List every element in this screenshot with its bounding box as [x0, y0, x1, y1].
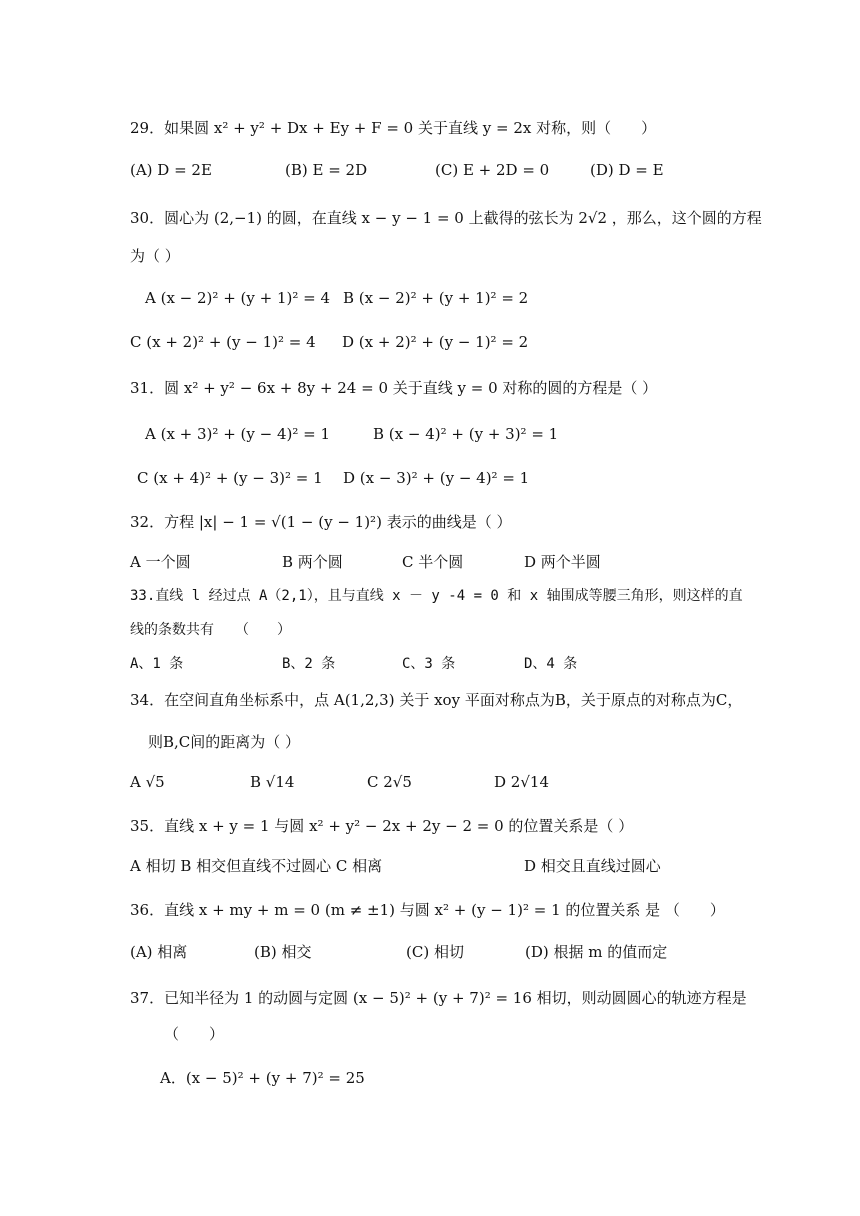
q30-option-b: B (x − 2)² + (y + 1)² = 2: [343, 289, 529, 307]
q34-option-c: C 2√5: [367, 773, 412, 791]
q34-option-b: B √14: [250, 773, 295, 791]
q34-option-d: D 2√14: [494, 773, 549, 791]
q35-option-abc: A 相切 B 相交但直线不过圆心 C 相离: [130, 857, 383, 875]
q32-option-d: D 两个半圆: [524, 553, 601, 571]
q36-option-b: (B) 相交: [254, 943, 312, 961]
q32-option-b: B 两个圆: [282, 553, 343, 571]
q33-stem-line2: 线的条数共有 （ ）: [130, 622, 291, 638]
q34-option-a: A √5: [130, 773, 165, 791]
q33-option-c: C、3 条: [402, 656, 456, 672]
q33-options: [130, 654, 730, 674]
q29-option-d: (D) D = E: [590, 161, 664, 179]
q30-option-c: C (x + 2)² + (y − 1)² = 4: [130, 333, 316, 351]
q36-option-d: (D) 根据 m 的值而定: [525, 943, 668, 961]
q30-stem-line2: 为（ ）: [130, 247, 180, 265]
q33-option-a: A、1 条: [130, 656, 184, 672]
q30-stem-line1: 30．圆心为 (2,−1) 的圆，在直线 x − y − 1 = 0 上截得的弦长为 2√2 ，那么，这个圆的方程: [130, 209, 762, 227]
q31-stem: 31．圆 x² + y² − 6x + 8y + 24 = 0 关于直线 y = 0 对称的圆的方程是（ ）: [130, 379, 658, 397]
q34-stem-line2: 则B,C间的距离为（ ）: [148, 733, 301, 751]
q36-option-a: (A) 相离: [130, 943, 188, 961]
q31-option-a: A (x + 3)² + (y − 4)² = 1: [145, 425, 331, 443]
q30-options-row2: [130, 332, 630, 352]
q33-stem-line1: 33.直线 l 经过点 A（2,1），且与直线 x － y -4 = 0 和 x 轴围成等腰三角形，则这样的直: [130, 588, 743, 604]
q31-options-row1: [145, 424, 645, 444]
q29-option-a: (A) D = 2E: [130, 161, 212, 179]
q36-stem: 36．直线 x + my + m = 0 (m ≠ ±1) 与圆 x² + (y − 1)² = 1 的位置关系 是 （ ）: [130, 901, 725, 919]
q31-option-c: C (x + 4)² + (y − 3)² = 1: [137, 469, 323, 487]
q32-options: [130, 552, 730, 572]
q29-stem: 29．如果圆 x² + y² + Dx + Ey + F = 0 关于直线 y = 2x 对称，则（ ）: [130, 119, 657, 137]
q29-option-c: (C) E + 2D = 0: [435, 161, 550, 179]
q30-option-a: A (x − 2)² + (y + 1)² = 4: [145, 289, 331, 307]
q34-options: [130, 772, 730, 792]
q37-option-a: A．(x − 5)² + (y + 7)² = 25: [160, 1069, 365, 1087]
q35-stem: 35．直线 x + y = 1 与圆 x² + y² − 2x + 2y − 2 = 0 的位置关系是（ ）: [130, 817, 634, 835]
q33-option-d: D、4 条: [524, 656, 578, 672]
q34-stem-line1: 34．在空间直角坐标系中，点 A(1,2,3) 关于 xoy 平面对称点为B，关于原点的对称点为C，: [130, 691, 743, 709]
q31-option-b: B (x − 4)² + (y + 3)² = 1: [373, 425, 559, 443]
q35-options: [130, 856, 730, 876]
q31-options-row2: [137, 468, 637, 488]
q32-option-a: A 一个圆: [130, 553, 191, 571]
q36-option-c: (C) 相切: [406, 943, 464, 961]
q29-option-b: (B) E = 2D: [285, 161, 368, 179]
q30-options-row1: [145, 288, 645, 308]
q31-option-d: D (x − 3)² + (y − 4)² = 1: [343, 469, 530, 487]
q32-stem: 32．方程 |x| − 1 = √(1 − (y − 1)²) 表示的曲线是（ ）: [130, 513, 512, 531]
q36-options: [130, 942, 730, 962]
q37-stem-line2: （ ）: [164, 1025, 225, 1043]
q32-option-c: C 半个圆: [402, 553, 464, 571]
q35-option-d: D 相交且直线过圆心: [524, 857, 661, 875]
q30-option-d: D (x + 2)² + (y − 1)² = 2: [342, 333, 529, 351]
q33-option-b: B、2 条: [282, 656, 336, 672]
q37-stem-line1: 37．已知半径为 1 的动圆与定圆 (x − 5)² + (y + 7)² = 16 相切，则动圆圆心的轨迹方程是: [130, 989, 747, 1007]
q29-options: [130, 160, 730, 180]
